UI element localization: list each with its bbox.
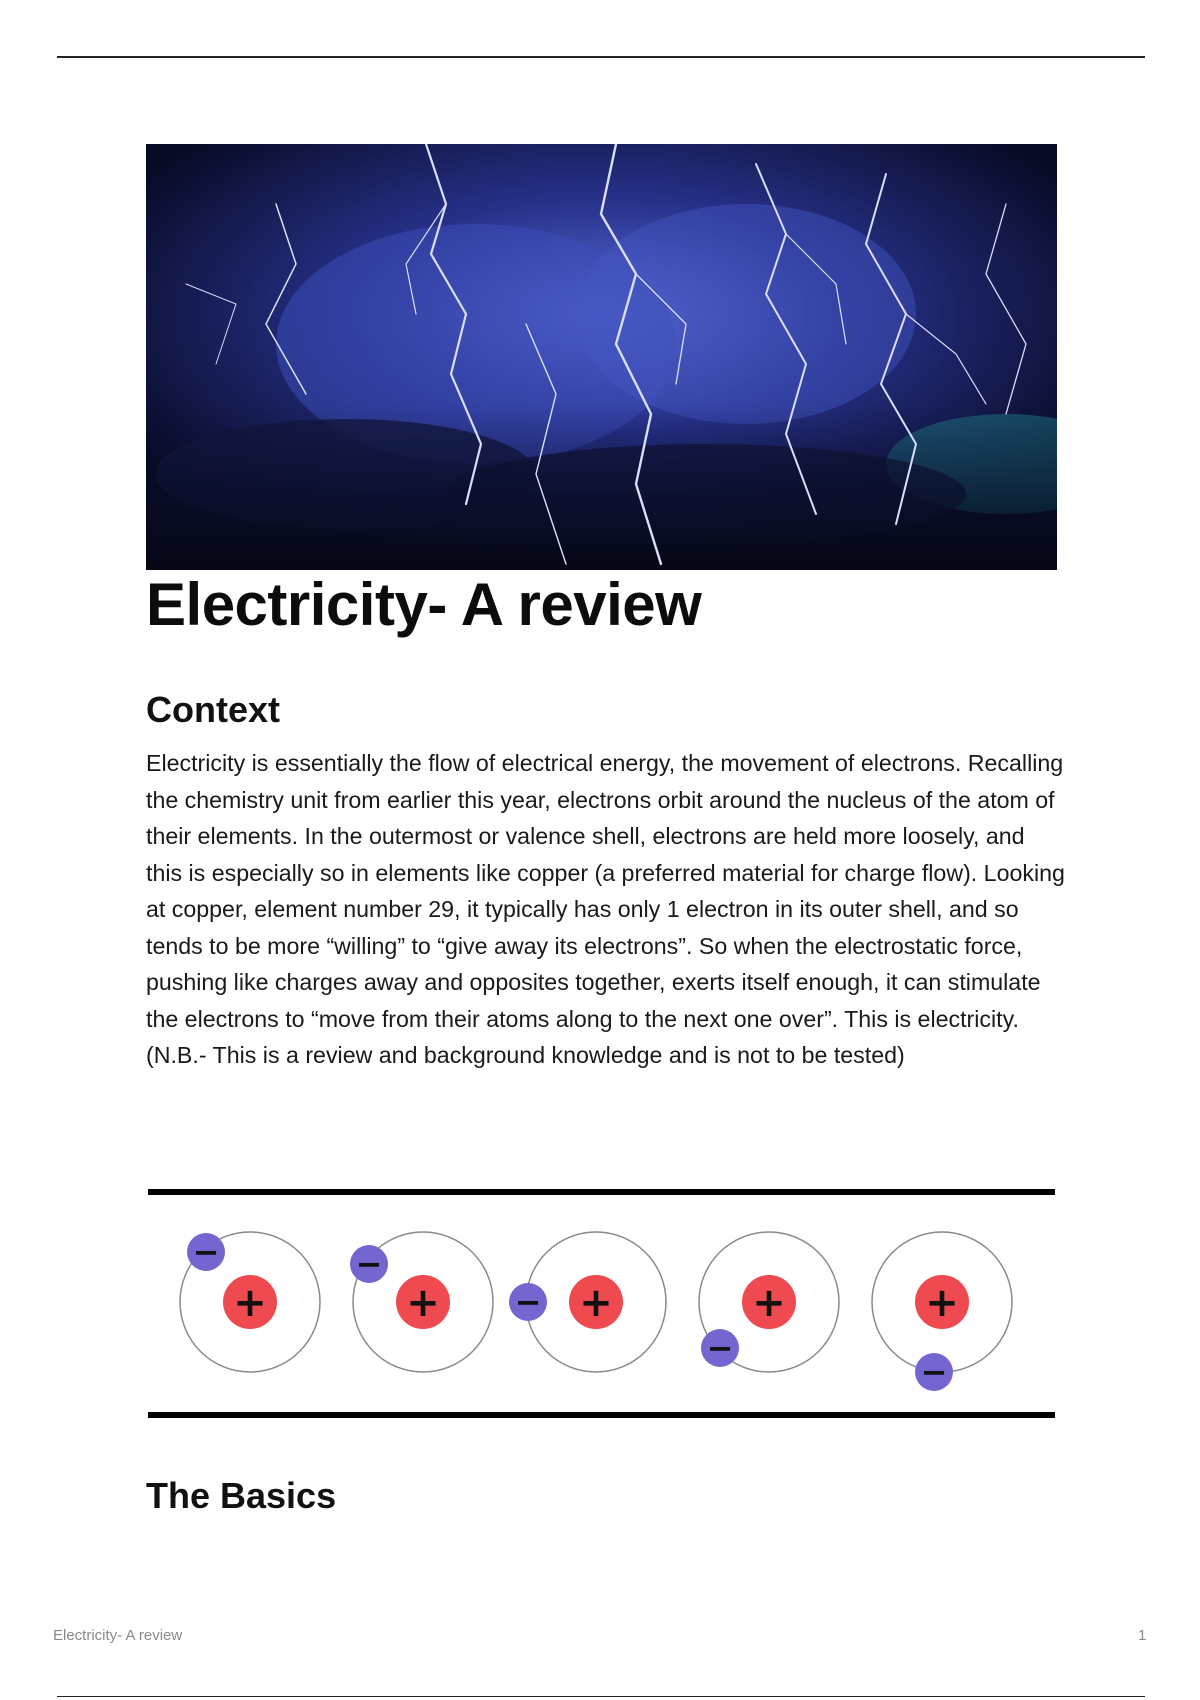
section-heading-context: Context	[146, 689, 280, 730]
plus-sign: +	[752, 1280, 786, 1326]
page-title: Electricity- A review	[146, 571, 702, 638]
minus-sign: −	[920, 1353, 948, 1391]
atoms-diagram	[146, 1186, 1057, 1421]
context-paragraph: Electricity is essentially the flow of electrical energy, the movement of electrons. Recalling the chemistry unit from earlier this year, electrons orbit around the nucleus of the atom of their elements. In the outermost or valence shell, electrons are held more loosely, and this is especially so in elements like copper (a preferred material for charge flow). Looking at copper, element number 29, it typically has only 1 electron in its outer shell, and so tends to be more “willing” to “give away its electrons”. So when the electrostatic force, pushing like charges away and opposites together, exerts itself enough, it can stimulate the electrons to “move from their atoms along to the next one over”. This is electricity. (N.B.- This is a review and background knowledge and is not to be tested)	[146, 750, 1065, 1068]
hero-image	[146, 144, 1057, 570]
header-rule	[57, 56, 1145, 58]
atom	[350, 1232, 493, 1372]
footer-page-number: 1	[1138, 1627, 1147, 1644]
plus-sign: +	[925, 1280, 959, 1326]
plus-sign: +	[579, 1280, 613, 1326]
minus-sign: −	[355, 1245, 383, 1283]
footer-document-title: Electricity- A review	[53, 1627, 183, 1644]
atom	[699, 1232, 839, 1372]
footer-rule	[57, 1696, 1145, 1697]
plus-sign: +	[233, 1280, 267, 1326]
lightning-storm-image	[146, 144, 1057, 570]
plus-sign: +	[406, 1280, 440, 1326]
atom	[180, 1232, 320, 1372]
atom	[509, 1232, 666, 1372]
atom	[872, 1232, 1012, 1391]
electron-flow-diagram	[146, 1186, 1057, 1421]
minus-sign: −	[192, 1233, 220, 1271]
minus-sign: −	[706, 1329, 734, 1367]
section-heading-basics: The Basics	[146, 1475, 337, 1516]
minus-sign: −	[514, 1283, 542, 1321]
